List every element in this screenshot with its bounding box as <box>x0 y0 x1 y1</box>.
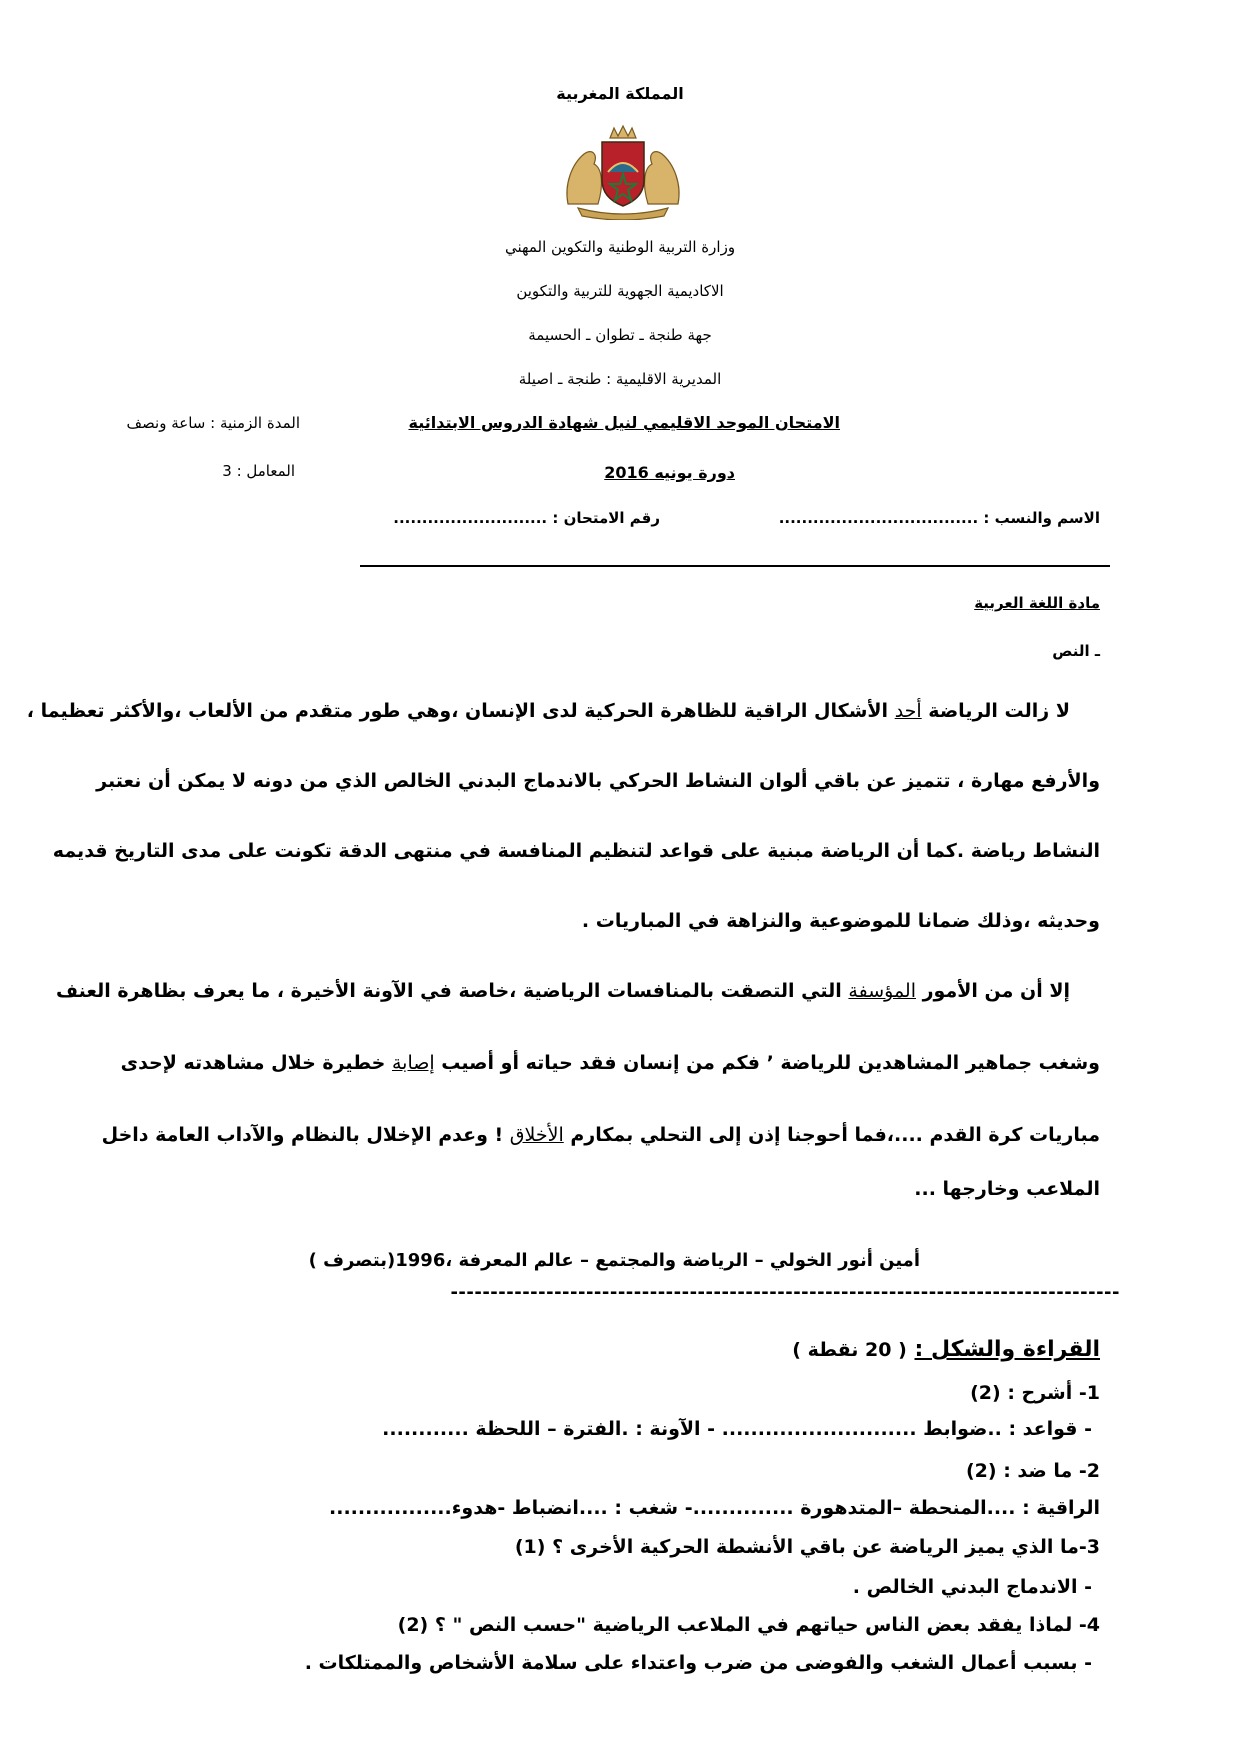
passage-line: والأرفع مهارة ، تتميز عن باقي ألوان النشاط الحركي بالاندماج البدني الخالص الذي من دونه لا يمكن أن نعتبر <box>96 770 1100 792</box>
underlined-word: أحد <box>894 700 922 722</box>
question-1: 1- أشرح : (2) <box>970 1382 1100 1404</box>
directorate-name: المديرية الاقليمية : طنجة ـ اصيلة <box>518 370 722 388</box>
section-header <box>792 1337 1100 1362</box>
underlined-word: الأخلاق <box>509 1124 564 1146</box>
passage-line: وحديثه ،وذلك ضمانا للموضوعية والنزاهة في المباريات . <box>581 910 1100 932</box>
kingdom-title: المملكة المغربية <box>556 84 684 103</box>
underlined-word: المؤسفة <box>848 980 916 1002</box>
passage-line: الملاعب وخارجها ... <box>914 1178 1100 1200</box>
exam-number-field[interactable]: رقم الامتحان : ........................... <box>393 509 660 527</box>
question-4: 4- لماذا يفقد بعض الناس حياتهم في الملاعب الرياضية "حسب النص " ؟ (2) <box>397 1614 1100 1636</box>
exam-session: دورة يونيه 2016 <box>604 463 735 482</box>
passage-line: مباريات كرة القدم ....،فما أحوجنا إذن إلى التحلي بمكارم الأخلاق ! وعدم الإخلال بالنظام والآداب العامة داخل <box>101 1124 1100 1146</box>
subject-title: مادة اللغة العربية <box>974 594 1100 612</box>
exam-coefficient: المعامل : 3 <box>222 462 295 480</box>
answer-4: - بسبب أعمال الشغب والفوضى من ضرب واعتداء على سلامة الأشخاص والممتلكات . <box>304 1652 1092 1674</box>
coat-of-arms-emblem <box>558 124 688 220</box>
answer-1: - قواعد : ..ضوابط ........................... - الآونة : .الفترة – اللحظة ............ <box>382 1418 1092 1440</box>
exam-title: الامتحان الموحد الاقليمي لنيل شهادة الدروس الابتدائية <box>408 413 840 432</box>
header-divider <box>360 565 1110 567</box>
passage-line: النشاط رياضة .كما أن الرياضة مبنية على قواعد لتنظيم المنافسة في منتهى الدقة تكونت على مدى التاريخ قديمه <box>52 840 1100 862</box>
passage-source: أمين أنور الخولي – الرياضة والمجتمع – عالم المعرفة ،1996(بتصرف ) <box>308 1250 920 1271</box>
academy-name: الاكاديمية الجهوية للتربية والتكوين <box>516 282 724 300</box>
ministry-name: وزارة التربية الوطنية والتكوين المهني <box>504 238 736 256</box>
question-2: 2- ما ضد : (2) <box>965 1460 1100 1482</box>
section-points: ( 20 نقطة ) <box>792 1339 907 1361</box>
passage-line: لا زالت الرياضة أحد الأشكال الراقية للظاهرة الحركية لدى الإنسان ،وهي طور متقدم من الألعاب ،والأكثر تعظيما ، <box>26 700 1070 722</box>
text-label: ـ النص <box>1052 642 1100 660</box>
region-name: جهة طنجة ـ تطوان ـ الحسيمة <box>528 326 712 344</box>
passage-line: إلا أن من الأمور المؤسفة التي التصقت بالمنافسات الرياضية ،خاصة في الآونة الأخيرة ، ما يعرف بظاهرة العنف <box>56 980 1070 1002</box>
answer-3: - الاندماج البدني الخالص . <box>852 1576 1092 1598</box>
student-name-field[interactable]: الاسم والنسب : ................................... <box>778 509 1100 527</box>
question-3: 3-ما الذي يميز الرياضة عن باقي الأنشطة الحركية الأخرى ؟ (1) <box>514 1536 1100 1558</box>
dashed-divider: ------------------------------------------------------------------------------------ <box>450 1282 1120 1303</box>
underlined-word: إصابة <box>391 1052 435 1074</box>
passage-line: وشغب جماهير المشاهدين للرياضة ’ فكم من إنسان فقد حياته أو أصيب إصابة خطيرة خلال مشاهدته لإحدى <box>120 1052 1100 1074</box>
answer-2: الراقية : ....المنحطة –المتدهورة ..............- شغب : ....انضباط -هدوء................. <box>329 1497 1100 1519</box>
exam-duration: المدة الزمنية : ساعة ونصف <box>126 414 300 432</box>
section-title: القراءة والشكل : <box>914 1337 1100 1362</box>
